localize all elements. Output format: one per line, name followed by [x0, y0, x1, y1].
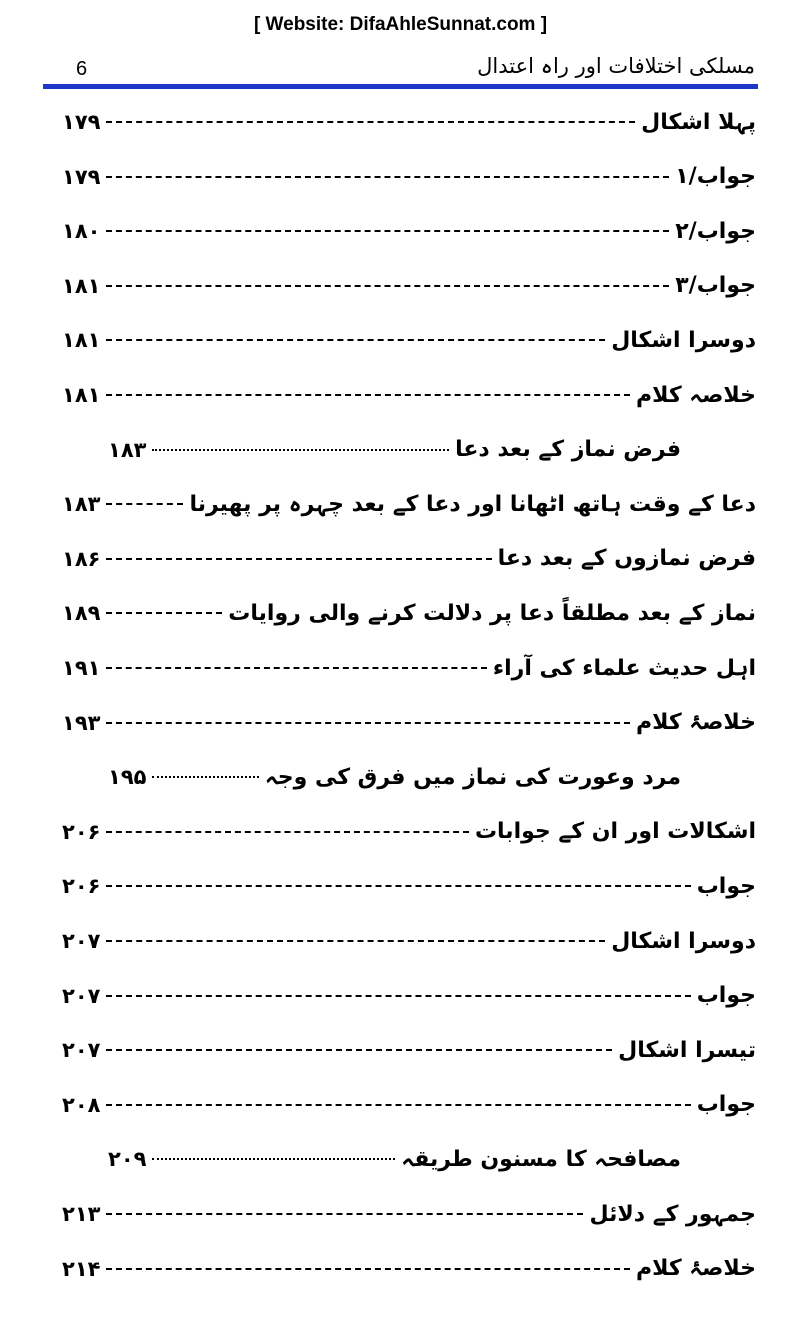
toc-entry	[62, 976, 756, 1016]
toc-entry-title: جواب/۳	[675, 273, 756, 299]
toc-entry-title: خلاصۂ کلام	[636, 710, 756, 736]
toc-entry-title: پہلا اشکال	[641, 109, 756, 135]
toc-leader	[106, 339, 605, 341]
toc-entry-title: فرض نمازوں کے بعد دعا	[497, 546, 756, 572]
toc-entry	[62, 539, 756, 579]
page-number: 6	[76, 58, 88, 80]
toc-leader	[106, 1049, 612, 1051]
toc-entry	[62, 812, 756, 852]
toc-leader	[106, 121, 635, 123]
toc-entry-page: ۲۰۹	[108, 1147, 147, 1172]
toc-entry-title: اہل حدیث علماء کی آراء	[492, 655, 756, 681]
toc-leader	[106, 176, 669, 178]
toc-leader	[106, 230, 669, 232]
toc-entry	[108, 430, 681, 470]
toc-entry-page: ۱۷۹	[62, 164, 101, 189]
toc-leader	[106, 612, 222, 614]
toc-entry-page: ۱۷۹	[62, 110, 101, 134]
toc-entry-title: دعا کے وقت ہاتھ اٹھانا اور دعا کے بعد چہرہ پر پھیرنا	[189, 491, 756, 517]
toc-entry-page: ۱۸۳	[108, 437, 147, 462]
toc-entry	[62, 375, 756, 415]
toc-entry	[62, 921, 756, 961]
toc-entry	[62, 484, 756, 524]
toc-entry-title: اشکالات اور ان کے جوابات	[474, 819, 756, 845]
toc-entry-page: ۲۱۳	[62, 1202, 101, 1226]
toc-entry	[62, 593, 756, 633]
toc-entry-page: ۲۱۴	[62, 1256, 101, 1281]
header-rule	[43, 84, 758, 89]
toc-entry	[108, 757, 681, 797]
toc-entry	[62, 1030, 756, 1070]
toc-entry-page: ۱۹۳	[62, 710, 101, 735]
toc-entry-title: جواب/۱	[675, 164, 756, 190]
toc-entry-title: دوسرا اشکال	[611, 928, 756, 954]
toc-leader	[106, 885, 690, 887]
website-banner: [ Website: DifaAhleSunnat.com ]	[253, 14, 548, 35]
toc-entry-title: جمہور کے دلائل	[589, 1201, 756, 1227]
toc-entry-title: خلاصہ کلام	[636, 382, 756, 408]
toc-entry-title: جواب	[696, 1092, 756, 1118]
toc-leader	[152, 776, 258, 778]
toc-entry-page: ۲۰۷	[62, 1038, 101, 1063]
toc-entry-title: فرض نماز کے بعد دعا	[455, 437, 681, 463]
toc-entry-page: ۱۸۱	[62, 383, 101, 407]
toc-leader	[106, 1104, 690, 1106]
toc-entry	[62, 211, 756, 251]
toc-entry	[62, 1085, 756, 1125]
toc-entry-page: ۱۸۶	[62, 546, 101, 571]
toc-entry	[62, 266, 756, 306]
toc-entry	[62, 1194, 756, 1234]
toc-entry-page: ۱۸۳	[62, 492, 101, 517]
toc-entry-title: نماز کے بعد مطلقاً دعا پر دلالت کرنے والی روایات	[228, 600, 756, 626]
toc-entry-page: ۲۰۸	[62, 1092, 101, 1117]
toc-leader	[106, 995, 690, 997]
toc-entry	[108, 1139, 681, 1179]
toc-entry	[62, 102, 756, 142]
toc-entry-title: خلاصۂ کلام	[636, 1256, 756, 1282]
book-title: مسلکی اختلافات اور راہ اعتدال	[477, 54, 755, 78]
toc-entry-title: تیسرا اشکال	[618, 1037, 756, 1063]
toc-entry-page: ۲۰۷	[62, 983, 101, 1008]
toc-entry-page: ۱۹۱	[62, 656, 101, 680]
toc-entry	[62, 703, 756, 743]
toc-leader	[106, 940, 605, 942]
toc-leader	[106, 558, 491, 560]
toc-leader	[152, 449, 449, 451]
toc-entry	[62, 320, 756, 360]
toc-entry	[62, 648, 756, 688]
toc-leader	[106, 667, 486, 669]
toc-entry-page: ۲۰۶	[62, 819, 101, 844]
toc-entry-page: ۱۸۱	[62, 273, 101, 298]
toc-entry-title: جواب	[696, 873, 756, 899]
toc-entry-title: مرد وعورت کی نماز میں فرق کی وجہ	[264, 764, 681, 790]
toc-entry-page: ۱۹۵	[108, 765, 147, 790]
toc-entry	[62, 157, 756, 197]
toc-leader	[106, 503, 183, 505]
toc-entry-page: ۲۰۶	[62, 874, 101, 899]
toc-leader	[106, 1268, 630, 1270]
toc-leader	[106, 1213, 583, 1215]
toc-entry	[62, 1249, 756, 1289]
toc-entry-title: مصافحہ کا مسنون طریقہ	[401, 1146, 681, 1172]
toc-entry-page: ۱۸۱	[62, 328, 101, 353]
toc-entry-page: ۱۸۰	[62, 219, 101, 244]
toc-leader	[106, 394, 630, 396]
toc-entry	[62, 866, 756, 906]
toc-entry-page: ۱۸۹	[62, 601, 101, 626]
toc-leader	[106, 285, 669, 287]
toc-leader	[106, 722, 630, 724]
toc-entry-title: دوسرا اشکال	[611, 327, 756, 353]
toc-leader	[152, 1158, 395, 1160]
toc-leader	[106, 831, 468, 833]
toc-entry-page: ۲۰۷	[62, 929, 101, 953]
toc-entry-title: جواب/۲	[675, 218, 756, 244]
toc-entry-title: جواب	[696, 983, 756, 1009]
